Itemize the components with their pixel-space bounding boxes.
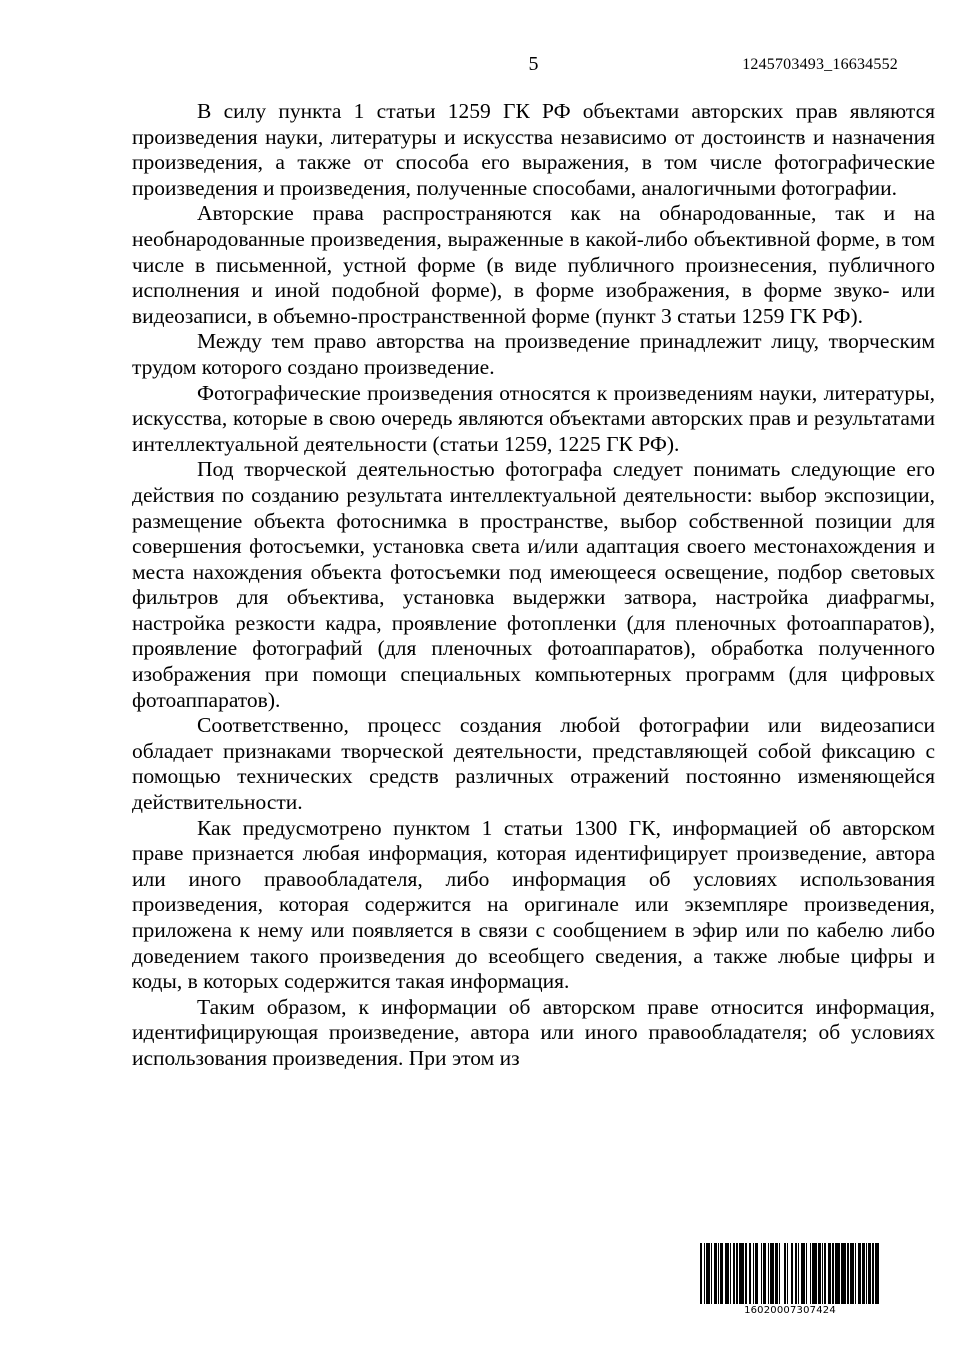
paragraph: Соответственно, процесс создания любой фотографии или видеозаписи обладает признаками творческой деятельности, представляющей собой фиксацию с помощью технических средств различных отражений постоянно изменяющейся действительности.: [132, 713, 935, 815]
barcode-bars-icon: [700, 1243, 880, 1304]
barcode: [700, 1243, 880, 1316]
paragraph: В силу пункта 1 статьи 1259 ГК РФ объектами авторских прав являются произведения науки, литературы и искусства независимо от достоинств и назначения произведения, а также от способа его выражения, в том числе фотографические произведения и произведения, полученные способами, аналогичными фотографии.: [132, 99, 935, 200]
document-id: 1245703493_16634552: [742, 56, 898, 73]
paragraph: Под творческой деятельностью фотографа следует понимать следующие его действия по созданию результата интеллектуальной деятельности: выбор экспозиции, размещение объекта фотоснимка в пространстве, выбор собственной позиции для совершения фотосъемки, установка света и/или адаптация своего местонахождения и места нахождения объекта фотосъемки под имеющееся освещение, подбор световых фильтров для объектива, установка выдержки затвора, настройка диафрагмы, настройка резкости кадра, проявление фотопленки (для пленочных фотоаппаратов), проявление фотографий (для пленочных фотоаппаратов), обработка полученного изображения при помощи специальных компьютерных программ (для цифровых фотоаппаратов).: [132, 457, 935, 712]
barcode-value: 16020007307424: [744, 1305, 836, 1316]
paragraph: Авторские права распространяются как на обнародованные, так и на необнародованные произведения, выраженные в какой-либо объективной форме, в том числе в письменной, устной форме (в виде публичного произнесения, публичного исполнения и иной подобной форме), в форме изображения, в форме звуко- или видеозаписи, в объемно-пространственной форме (пункт 3 статьи 1259 ГК РФ).: [132, 201, 935, 328]
paragraph: Как предусмотрено пунктом 1 статьи 1300 ГК, информацией об авторском праве признается любая информация, которая идентифицирует произведение, автора или иного правообладателя, либо информация об условиях использования произведения, которая содержится на оригинале или экземпляре произведения, приложена к нему или появляется в связи с сообщением в эфир или по кабелю либо доведением такого произведения до всеобщего сведения, а также любые цифры и коды, в которых содержится такая информация.: [132, 815, 935, 994]
paragraph: Между тем право авторства на произведение принадлежит лицу, творческим трудом которого создано произведение.: [132, 329, 935, 379]
paragraph: Таким образом, к информации об авторском праве относится информация, идентифицирующая произведение, автора или иного правообладателя; об условиях использования произведения. При этом из: [132, 994, 935, 1070]
page-number: 5: [528, 53, 539, 75]
paragraph: Фотографические произведения относятся к произведениям науки, литературы, искусства, которые в свою очередь являются объектами авторских прав и результатами интеллектуальной деятельности (статьи 1259, 1225 ГК РФ).: [132, 380, 935, 456]
barcode-bar: [875, 1243, 879, 1304]
document-body: [132, 99, 935, 1072]
